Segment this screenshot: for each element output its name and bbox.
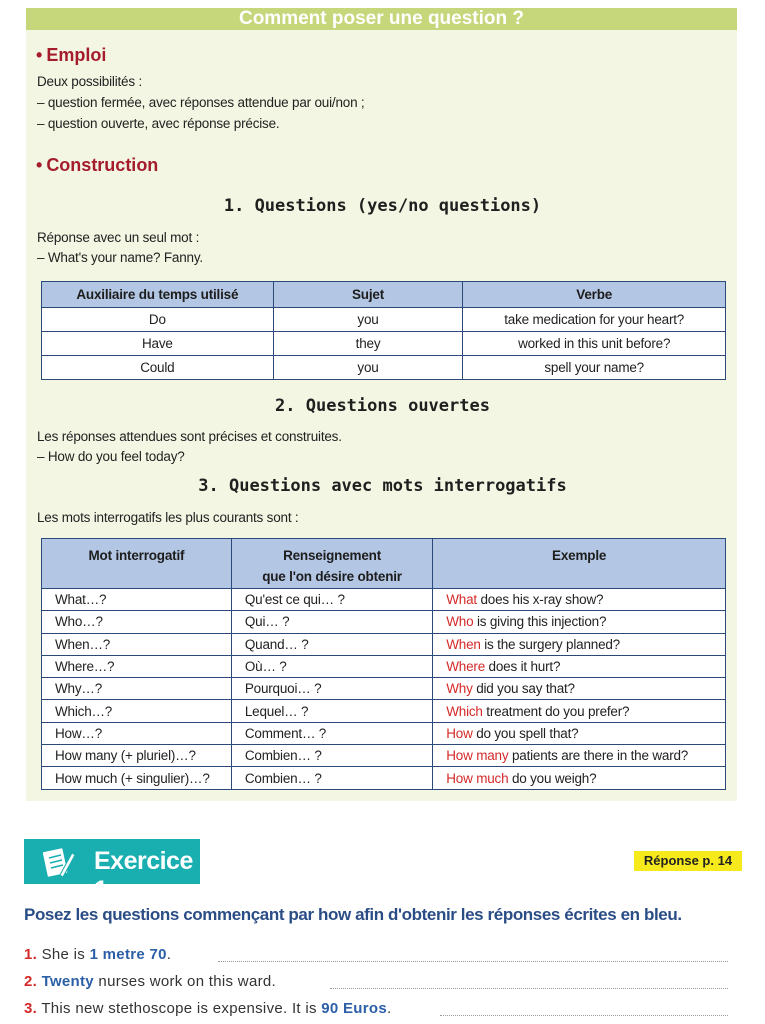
interrogative-words-table [41,538,726,790]
column-header: Auxiliaire du temps utilisé [42,282,274,308]
table-cell: take medication for your heart? [463,308,726,332]
question-text: . [166,946,172,963]
example-rest: is giving this injection? [473,614,607,630]
section1-line: – What's your name? Fanny. [37,250,203,265]
example-rest: treatment do you prefer? [482,703,630,719]
section1-heading: 1. Questions (yes/no questions) [223,196,542,216]
table-cell: Do [42,308,274,332]
example-keyword: How many [446,748,509,764]
table-row [42,655,726,677]
interrogative-word-cell: How many (+ pluriel)…? [42,745,232,767]
information-cell: Combien… ? [231,767,432,789]
question-text: She is [37,946,90,963]
table-row [42,767,726,789]
example-cell [433,678,726,700]
information-cell: Où… ? [231,655,432,677]
example-keyword: How much [446,770,509,786]
table-cell: you [273,308,463,332]
example-rest: patients are there in the ward? [508,748,689,764]
column-header-line: Renseignement [283,548,381,563]
example-keyword: Where [446,659,485,675]
table-cell: they [273,332,463,356]
table-row [42,745,726,767]
exercise-question [24,1000,391,1017]
answer-reference: Réponse p. 14 [634,851,742,871]
example-rest: did you say that? [472,681,575,697]
section2-line: – How do you feel today? [37,449,185,464]
question-answer-highlight: 1 metre 70 [89,946,167,963]
example-cell [433,589,726,611]
table-row [42,589,726,611]
example-rest: does it hurt? [485,659,561,675]
example-cell [433,700,726,722]
table-header-row [42,539,726,589]
interrogative-word-cell: When…? [42,633,232,655]
construction-heading-text: Construction [46,155,159,175]
example-cell [433,767,726,789]
table-row [42,700,726,722]
example-rest: is the surgery planned? [480,636,620,652]
interrogative-word-cell: Who…? [42,611,232,633]
question-text: This new stethoscope is expensive. It is [37,1000,322,1017]
interrogative-word-cell: How much (+ singulier)…? [42,767,232,789]
example-keyword: What [446,592,477,608]
question-text: nurses work on this ward. [93,973,276,990]
table-row [42,332,726,356]
table-row [42,611,726,633]
table-cell: worked in this unit before? [463,332,726,356]
example-keyword: When [446,636,481,652]
emploi-line: – question ouverte, avec réponse précise. [37,116,280,131]
emploi-heading-text: Emploi [46,45,107,65]
answer-line[interactable] [330,988,728,989]
exercise-title: Exercice 1 [94,847,193,904]
exercise-question [24,946,171,963]
exercise-badge [24,839,200,904]
question-text: . [387,1000,392,1017]
section2-heading: 2. Questions ouvertes [275,396,490,416]
example-rest: does his x-ray show? [476,592,604,608]
construction-heading [36,155,158,176]
emploi-line: – question fermée, avec réponses attendue par oui/non ; [37,95,365,110]
example-keyword: How [446,725,473,741]
information-cell: Quand… ? [231,633,432,655]
interrogative-word-cell: Where…? [42,655,232,677]
table-row [42,308,726,332]
example-cell [433,611,726,633]
information-cell: Qui… ? [231,611,432,633]
column-header: Sujet [273,282,463,308]
interrogative-word-cell: Which…? [42,700,232,722]
bullet: • [36,45,43,65]
table-cell: spell your name? [463,356,726,380]
question-answer-highlight: 90 Euros [321,1000,388,1017]
section3-intro: Les mots interrogatifs les plus courants sont : [37,510,299,525]
example-cell [433,633,726,655]
interrogative-word-cell: How…? [42,722,232,744]
column-header [231,539,432,589]
notepad-pencil-icon [42,845,76,879]
yes-no-table [41,281,726,380]
table-cell: you [273,356,463,380]
table-cell: Have [42,332,274,356]
example-cell [433,722,726,744]
interrogative-word-cell: Why…? [42,678,232,700]
exercise-instruction: Posez les questions commençant par how afin d'obtenir les réponses écrites en bleu. [24,905,682,924]
information-cell: Lequel… ? [231,700,432,722]
table-row [42,678,726,700]
example-cell [433,745,726,767]
question-number: 2. [24,973,38,990]
information-cell: Comment… ? [231,722,432,744]
table-row [42,356,726,380]
column-header: Verbe [463,282,726,308]
information-cell: Pourquoi… ? [231,678,432,700]
example-rest: do you spell that? [472,725,579,741]
interrogative-word-cell: What…? [42,589,232,611]
column-header: Exemple [433,539,726,589]
information-cell: Qu'est ce qui… ? [231,589,432,611]
example-keyword: Which [446,703,483,719]
column-header: Mot interrogatif [42,539,232,589]
example-keyword: Who [446,614,474,630]
section1-line: Réponse avec un seul mot : [37,230,200,245]
table-row [42,633,726,655]
answer-line[interactable] [218,961,728,962]
question-number: 3. [24,1000,38,1017]
section3-heading: 3. Questions avec mots interrogatifs [198,476,567,496]
emploi-line: Deux possibilités : [37,74,142,89]
table-cell: Could [42,356,274,380]
information-cell: Combien… ? [231,745,432,767]
question-answer-highlight: Twenty [41,973,94,990]
bullet: • [36,155,43,175]
answer-line[interactable] [440,1015,728,1016]
column-header-line: que l'on désire obtenir [262,569,402,584]
exercise-question [24,973,276,990]
example-rest: do you weigh? [508,770,597,786]
lesson-title: Comment poser une question ? [26,8,737,30]
table-row [42,722,726,744]
emploi-heading [36,45,106,66]
question-number: 1. [24,946,38,963]
table-header-row [42,282,726,308]
section2-line: Les réponses attendues sont précises et construites. [37,429,342,444]
example-keyword: Why [446,681,473,697]
example-cell [433,655,726,677]
